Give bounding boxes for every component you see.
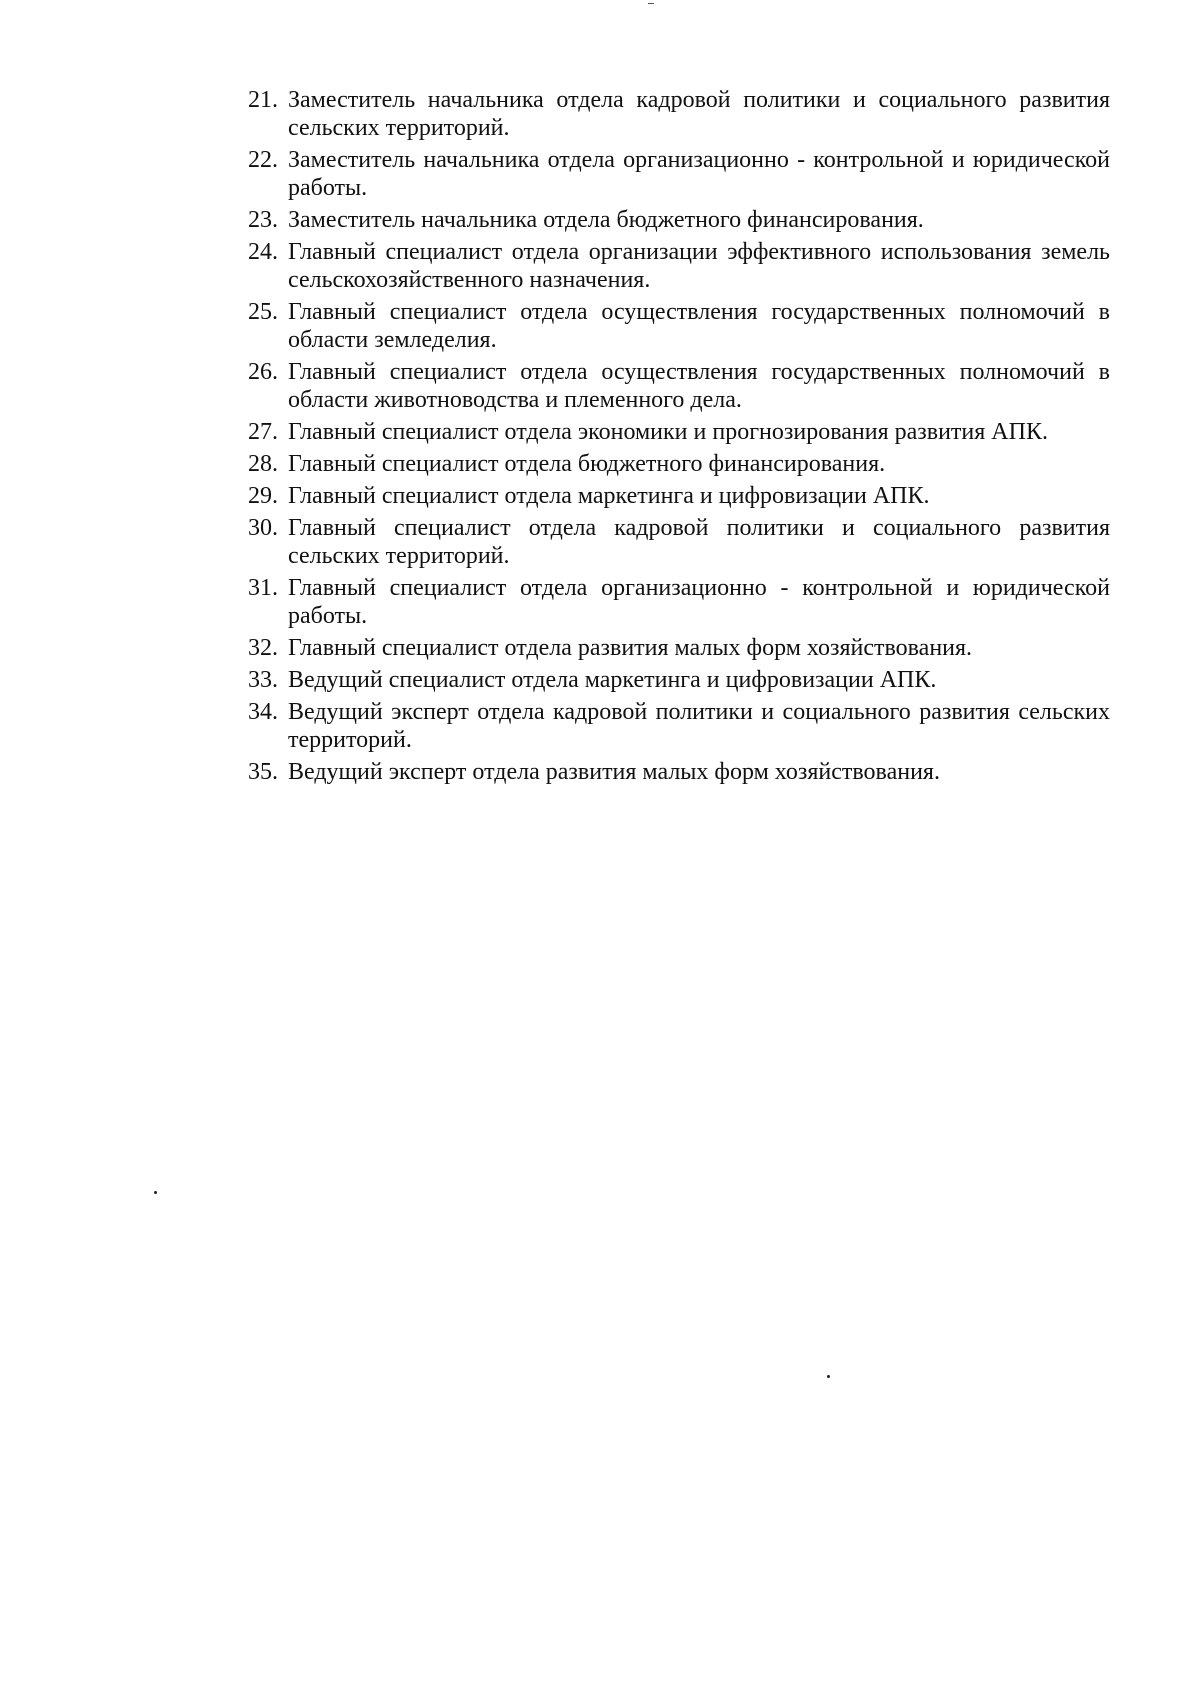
item-number: 25.	[248, 299, 278, 325]
item-number: 29.	[248, 483, 278, 509]
list-item	[248, 634, 1110, 662]
list-item	[248, 86, 1110, 142]
list-item	[248, 482, 1110, 510]
item-text: Заместитель начальника отдела организационно - контрольной и юридической работы.	[288, 147, 1110, 201]
list-item	[248, 450, 1110, 478]
list-item	[248, 514, 1110, 570]
item-number: 27.	[248, 419, 278, 445]
item-number: 21.	[248, 87, 278, 113]
item-text: Главный специалист отдела бюджетного финансирования.	[288, 451, 886, 477]
positions-list	[248, 86, 1110, 790]
item-text: Ведущий эксперт отдела кадровой политики и социального развития сельских территорий.	[288, 699, 1110, 753]
item-number: 35.	[248, 759, 278, 785]
list-item	[248, 206, 1110, 234]
item-text: Заместитель начальника отдела кадровой политики и социального развития сельских территорий.	[288, 87, 1110, 141]
item-number: 31.	[248, 575, 278, 601]
list-item	[248, 298, 1110, 354]
item-number: 23.	[248, 207, 278, 233]
item-number: 28.	[248, 451, 278, 477]
list-item	[248, 238, 1110, 294]
list-item	[248, 574, 1110, 630]
item-number: 32.	[248, 635, 278, 661]
item-text: Главный специалист отдела кадровой политики и социального развития сельских территорий.	[288, 515, 1110, 569]
item-text: Главный специалист отдела маркетинга и цифровизации АПК.	[288, 483, 930, 509]
list-item	[248, 358, 1110, 414]
scan-speck	[827, 1375, 830, 1378]
item-number: 26.	[248, 359, 278, 385]
item-text: Ведущий эксперт отдела развития малых форм хозяйствования.	[288, 759, 940, 785]
item-text: Главный специалист отдела организационно - контрольной и юридической работы.	[288, 575, 1110, 629]
scan-speck	[154, 1191, 157, 1194]
item-number: 34.	[248, 699, 278, 725]
item-number: 22.	[248, 147, 278, 173]
item-text: Заместитель начальника отдела бюджетного финансирования.	[288, 207, 924, 233]
item-number: 30.	[248, 515, 278, 541]
item-text: Главный специалист отдела осуществления государственных полномочий в области земледелия.	[288, 299, 1110, 353]
list-item	[248, 418, 1110, 446]
item-text: Главный специалист отдела экономики и прогнозирования развития АПК.	[288, 419, 1048, 445]
list-item	[248, 146, 1110, 202]
scan-mark	[648, 0, 654, 4]
list-item	[248, 666, 1110, 694]
item-text: Ведущий специалист отдела маркетинга и цифровизации АПК.	[288, 667, 937, 693]
item-text: Главный специалист отдела организации эффективного использования земель сельскохозяйственного назначения.	[288, 239, 1110, 293]
list-item	[248, 698, 1110, 754]
item-number: 33.	[248, 667, 278, 693]
item-number: 24.	[248, 239, 278, 265]
item-text: Главный специалист отдела развития малых форм хозяйствования.	[288, 635, 973, 661]
list-item	[248, 758, 1110, 786]
item-text: Главный специалист отдела осуществления государственных полномочий в области животноводства и племенного дела.	[288, 359, 1110, 413]
